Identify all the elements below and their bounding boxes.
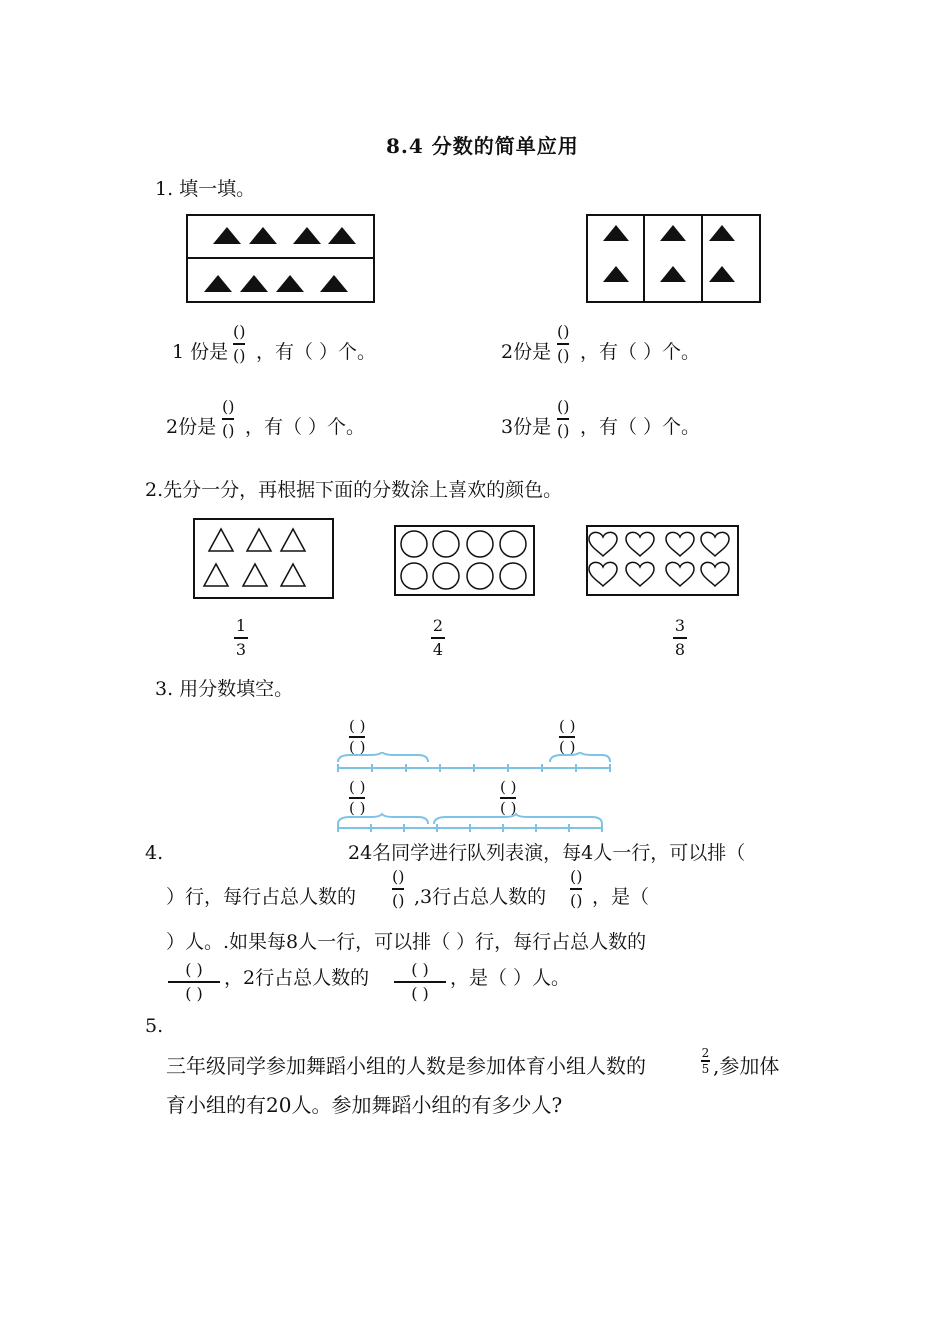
q1-figure-left — [186, 214, 376, 304]
q5-line1b: ,参加体 — [713, 1054, 780, 1078]
q3-fraction-bottom-middle[interactable]: ( ) ( ) — [500, 778, 517, 817]
q3-fraction-top-left[interactable]: ( ) ( ) — [349, 717, 366, 756]
q2-fraction-3: 3 8 — [674, 616, 686, 659]
q4-fraction-per-row[interactable]: () () — [392, 867, 405, 910]
q2-circles-box[interactable] — [394, 525, 536, 597]
q4-number: 4. — [145, 842, 164, 864]
q1-line1-suffix: ，有（ ）个。 — [256, 341, 377, 363]
triangle-grid-3x2 — [586, 214, 762, 304]
outline-triangles — [193, 518, 335, 600]
q5-number: 5. — [145, 1015, 164, 1037]
q1-line1-prefix: 1 份是 — [172, 341, 229, 363]
q2-fraction-1: 1 3 — [235, 616, 247, 659]
q1-line4-prefix: 3份是 — [501, 416, 552, 438]
outline-hearts — [586, 525, 740, 597]
q4-line2c: ，是（ — [592, 886, 650, 908]
q5-fraction: 2 5 — [701, 1046, 710, 1076]
q1-line3-prefix: 2份是 — [166, 416, 217, 438]
q4-fraction-per-row-8[interactable]: ( ) ( ) — [168, 962, 220, 1002]
q5-line1: 三年级同学参加舞蹈小组的人数是参加体育小组人数的 — [166, 1054, 646, 1078]
q4-line4a: ，2行占总人数的 — [224, 967, 370, 989]
q1-line1-fraction[interactable]: () () — [233, 322, 246, 365]
q1-line4-fraction[interactable]: () () — [557, 397, 570, 440]
filled-triangles-row1 — [213, 227, 356, 244]
q4-line4b: ，是（ ）人。 — [450, 967, 571, 989]
q4-line2b: ,3行占总人数的 — [414, 886, 547, 908]
q3-heading: 3. 用分数填空。 — [155, 678, 294, 700]
outline-circles — [394, 525, 536, 597]
q3-fraction-bottom-left[interactable]: ( ) ( ) — [349, 778, 366, 817]
q1-line2-fraction[interactable]: () () — [557, 322, 570, 365]
q1-line3-fraction[interactable]: () () — [222, 397, 235, 440]
q4-line1: 24名同学进行队列表演，每4人一行，可以排（ — [348, 842, 746, 864]
q2-triangles-box[interactable] — [193, 518, 335, 600]
q4-fraction-2rows[interactable]: ( ) ( ) — [394, 962, 446, 1002]
triangle-grid-2x4 — [186, 214, 376, 304]
filled-triangles-row2 — [204, 275, 348, 292]
q1-heading: 1. 填一填。 — [155, 178, 256, 200]
q1-line2-prefix: 2份是 — [501, 341, 552, 363]
q5-line2: 育小组的有20人。参加舞蹈小组的有多少人? — [166, 1093, 563, 1117]
q2-fraction-2: 2 4 — [432, 616, 444, 659]
q2-heading: 2.先分一分，再根据下面的分数涂上喜欢的颜色。 — [145, 479, 563, 501]
page-title: 8.4 分数的简单应用 — [386, 134, 579, 158]
q1-line2-suffix: ，有（ ）个。 — [580, 341, 701, 363]
q4-line3: ）人。.如果每8人一行，可以排（ ）行，每行占总人数的 — [166, 931, 647, 953]
q3-fraction-top-right[interactable]: ( ) ( ) — [559, 717, 576, 756]
q2-hearts-box[interactable] — [586, 525, 740, 597]
q1-line3-suffix: ，有（ ）个。 — [245, 416, 366, 438]
q4-fraction-3rows[interactable]: () () — [570, 867, 583, 910]
q1-line4-suffix: ，有（ ）个。 — [580, 416, 701, 438]
q1-figure-right — [586, 214, 762, 304]
q3-segment-diagram — [330, 752, 620, 836]
q4-line2a: ）行，每行占总人数的 — [166, 886, 357, 908]
